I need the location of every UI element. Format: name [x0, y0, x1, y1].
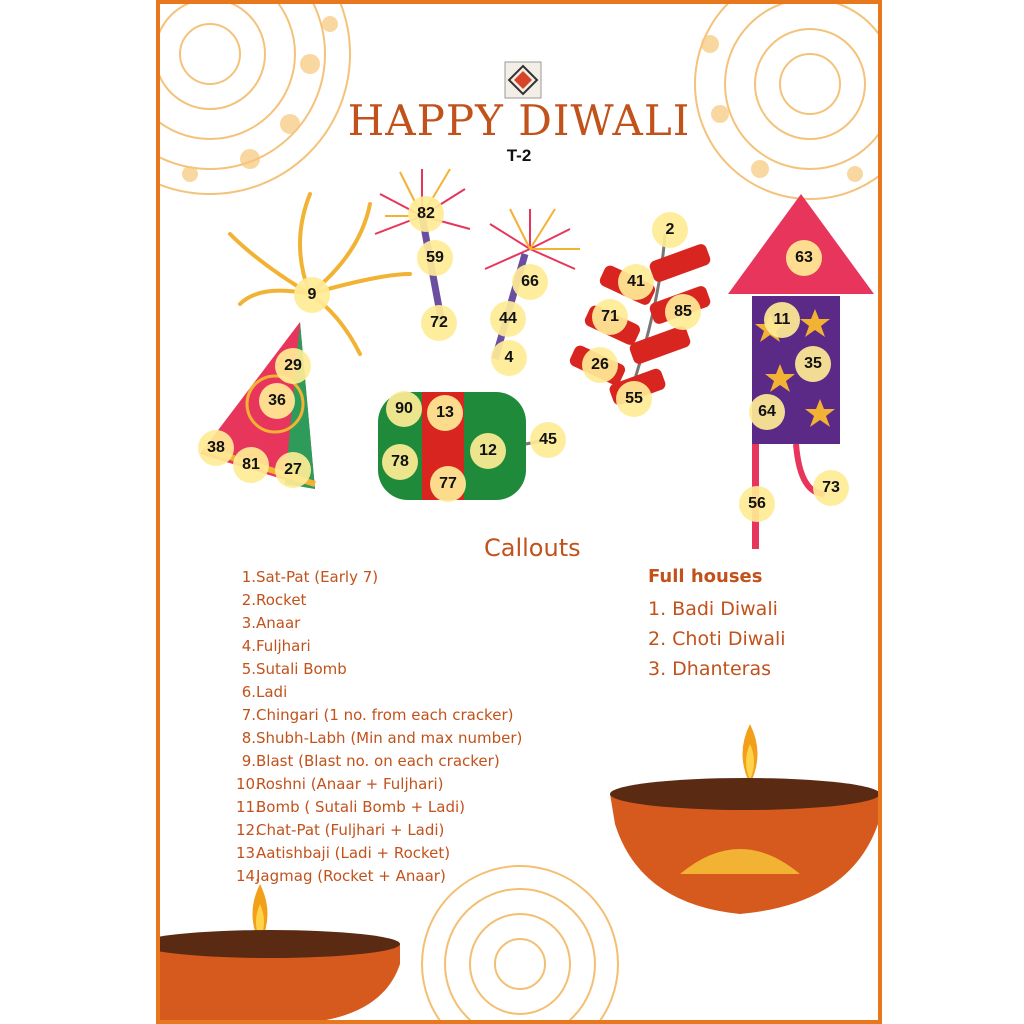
ticket-number: 12: [470, 433, 506, 469]
ticket-number: 72: [421, 305, 457, 341]
ticket-number: 63: [786, 240, 822, 276]
ticket-number: 26: [582, 347, 618, 383]
list-item: 10.Roshni (Anaar + Fuljhari): [236, 775, 444, 793]
list-item: 12.Chat-Pat (Fuljhari + Ladi): [236, 821, 445, 839]
list-item: 14.Jagmag (Rocket + Anaar): [236, 867, 446, 885]
flower-pot-burst-icon: [230, 194, 410, 354]
ticket-number: 55: [616, 381, 652, 417]
diya-left-icon: [160, 884, 400, 1024]
diya-illustration: [160, 704, 878, 1024]
ticket-number: 66: [512, 264, 548, 300]
ticket-number: 59: [417, 240, 453, 276]
ticket-number: 11: [764, 302, 800, 338]
ticket-number: 9: [294, 277, 330, 313]
ticket-number: 78: [382, 444, 418, 480]
list-item: 11.Bomb ( Sutali Bomb + Ladi): [236, 798, 465, 816]
list-item: 2. Choti Diwali: [648, 628, 786, 650]
list-item: 4.Fuljhari: [241, 637, 311, 655]
page-title: HAPPY DIWALI: [347, 96, 691, 145]
list-item: 13.Aatishbaji (Ladi + Rocket): [236, 844, 451, 862]
ticket-number: 73: [813, 470, 849, 506]
ticket-number: 45: [530, 422, 566, 458]
ticket-number: 56: [739, 486, 775, 522]
callouts-heading: Callouts: [484, 534, 581, 562]
ticket-number: 4: [491, 340, 527, 376]
ticket-number: 2: [652, 212, 688, 248]
bottom-mandala-decoration: [422, 866, 618, 1024]
list-item: 9.Blast (Blast no. on each cracker): [241, 752, 500, 770]
ticket-number: 36: [259, 383, 295, 419]
ticket-number: 71: [592, 299, 628, 335]
ticket-number: 90: [386, 391, 422, 427]
full-houses-heading: Full houses: [648, 566, 763, 587]
ticket-number: 82: [408, 196, 444, 232]
diya-right-icon: [610, 724, 878, 914]
list-item: 3.Anaar: [241, 614, 301, 632]
ticket-number: 29: [275, 348, 311, 384]
ticket-number: 27: [275, 452, 311, 488]
ticket-number: 38: [198, 430, 234, 466]
ticket-number: 41: [618, 264, 654, 300]
list-item: 7.Chingari (1 no. from each cracker): [241, 706, 514, 724]
list-item: 2.Rocket: [241, 591, 307, 609]
ticket-number: 85: [665, 294, 701, 330]
ticket-number: 81: [233, 447, 269, 483]
list-item: 8.Shubh-Labh (Min and max number): [241, 729, 523, 747]
list-item: 3. Dhanteras: [648, 658, 772, 680]
ticket-page: [156, 0, 882, 1024]
list-item: 1.Sat-Pat (Early 7): [241, 568, 379, 586]
ticket-number: 35: [795, 346, 831, 382]
ticket-number: 77: [430, 466, 466, 502]
ticket-number: 13: [427, 395, 463, 431]
ticket-number: 64: [749, 394, 785, 430]
list-item: 5.Sutali Bomb: [241, 660, 347, 678]
ticket-id: T-2: [506, 146, 532, 165]
list-item: 6.Ladi: [241, 683, 288, 701]
ticket-number: 44: [490, 301, 526, 337]
full-houses-list: [648, 594, 786, 684]
list-item: 1. Badi Diwali: [648, 598, 778, 620]
